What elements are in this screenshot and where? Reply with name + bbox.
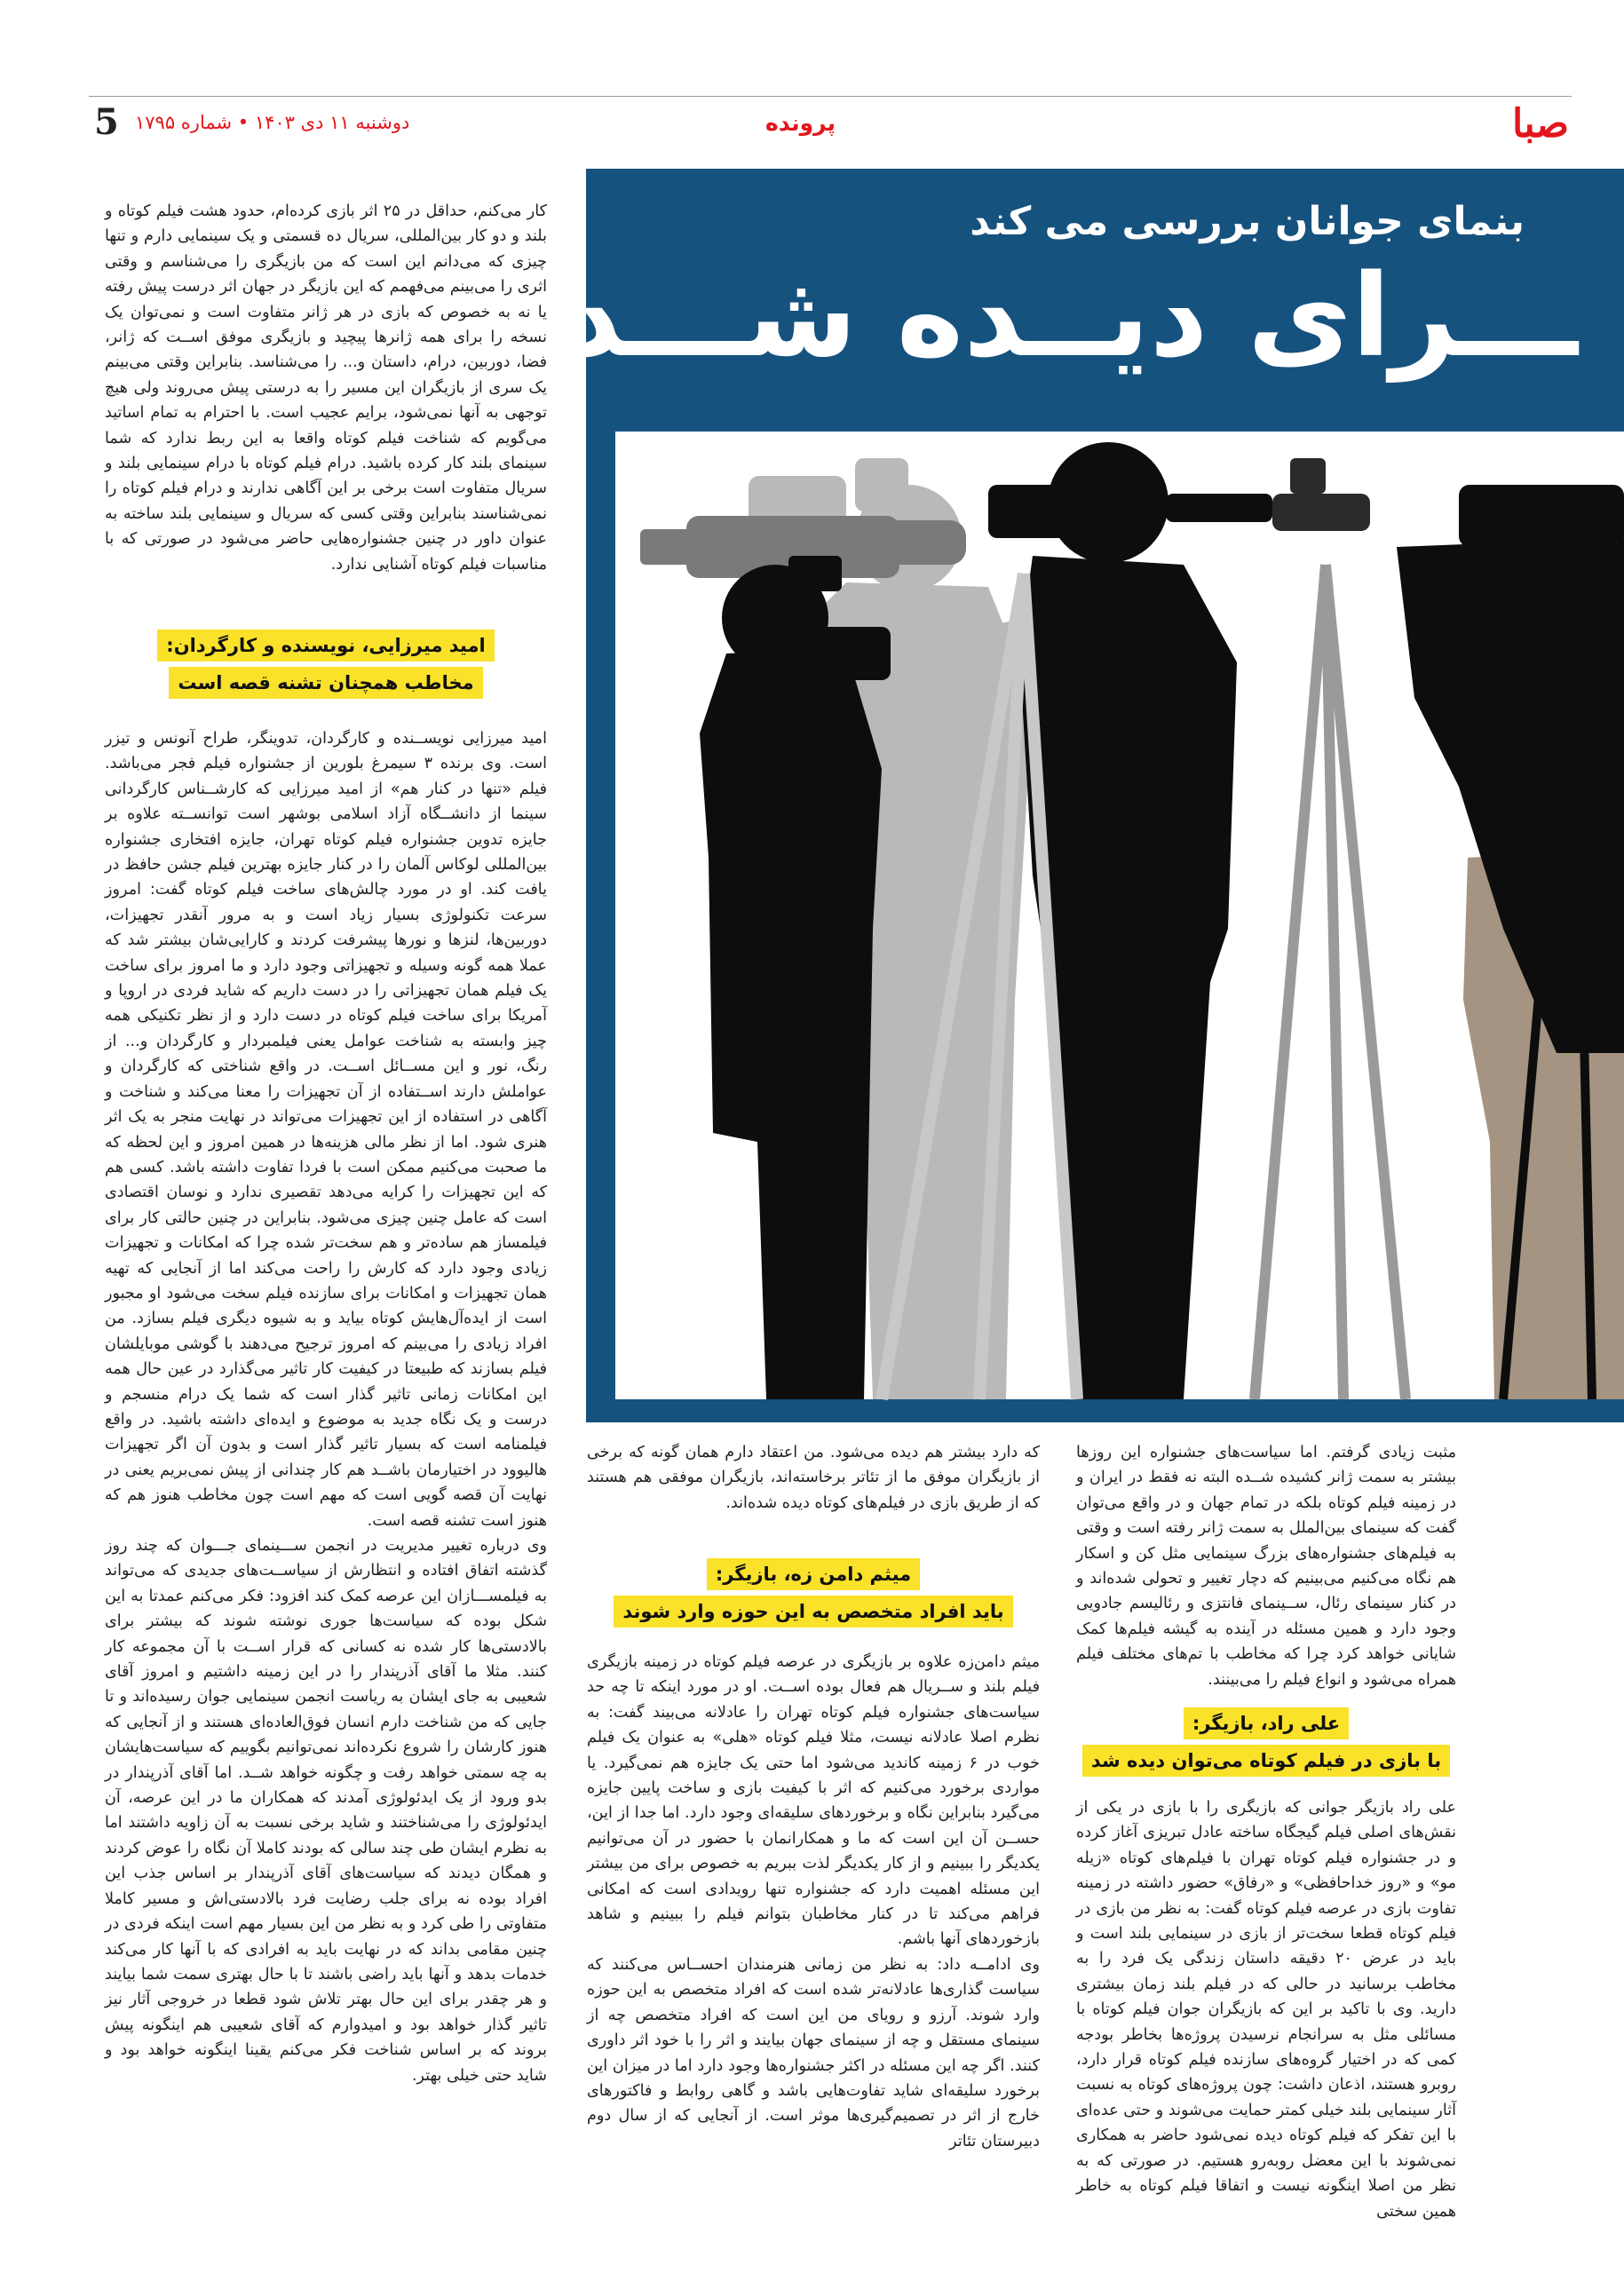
- article-column-left-cont: [105, 726, 547, 2088]
- subhead-quote: مخاطب همچنان تشنه قصه است: [169, 667, 482, 699]
- article-column-middle-cont: [587, 1650, 1040, 2154]
- feature-headline: ـــرای دیــده شـــدن: [465, 250, 1578, 383]
- subhead-quote: باید افراد متخصص به این حوزه وارد شوند: [614, 1596, 1012, 1628]
- subhead-name: امید میرزایی، نویسنده و کارگردان:: [157, 630, 494, 661]
- interview-subhead-mirzaei: [105, 627, 547, 701]
- article-paragraph: امید میرزایی نویســنده و کارگردان، تدوینگر، طراح آنونس و تیزر است. وی برنده ۳ سیمرغ بلورین از جشنواره فیلم فجر می‌باشد. فیلم «تنها در کنار هم» از امید میرزایی که کارشــناس کارگردانی سینما از دانشــگاه آزاد اسلامی بوشهر است توانســته علاوه بر جایزه تدوین جشنواره فیلم کوتاه تهران، جایزه افتخاری جشنواره بین‌المللی لوکاس آلمان را در کنار جایزه بهترین فیلم جشن حافظ در یافت کند. او در مورد چالش‌های ساخت فیلم کوتاه گفت: امروز سرعت تکنولوژی بسیار زیاد است و به مرور آنقدر تجهیزات، دوربین‌ها، لنزها و نورها پیشرفت کردند و کارایی‌شان بیشتر شد که عملا همه گونه وسیله و تجهیزاتی وجود دارد و ما امروز برای ساخت یک فیلم همان تجهیزاتی را در دست داریم که شاید فردی در اروپا و آمریکا برای ساخت فیلم کوتاه در دست دارد و از نظر تکنیکی همه چیز وابسته به شناخت عوامل یعنی فیلمبردار و کارگردان و... از رنگ، نور و این مســائل اســت. در واقع شناختی که کارگردان و عواملش دارند اســتفاده از آن تجهیزات را معنا می‌کند و شناخت و آگاهی در استفاده از این تجهیزات می‌تواند در نهایت منجر به یک اثر هنری شود. اما از نظر مالی هزینه‌ها در همین امروز و این لحظه که ما صحبت می‌کنیم ممکن است با فردا تفاوت داشته باشد. کسی هم که این تجهیزات را کرایه می‌دهد تقصیری ندارد و نوسان اقتصادی است که عامل چنین چیزی می‌شود. بنابراین در چنین حالتی کار برای فیلمساز هم ساده‌تر و هم سخت‌تر شده چرا که امکانات و تجهیزات زیادی وجود دارد که کارش را راحت می‌کند اما از آنجایی که تهیه همان تجهیزات و امکانات برای سازنده فیلم سخت می‌شود او مجبور است از ایده‌آل‌هایش کوتاه بیاید و به شیوه دیگری فیلم بسازد. من افراد زیادی را می‌بینم که امروز ترجیح می‌دهند با گوشی موبایلشان فیلم بسازند که طبیعتا در کیفیت کار تاثیر می‌گذارد در عین حال همه این امکانات زمانی تاثیر گذار است که شما یک درام منسجم و درست و یک نگاه جدید به موضوع و ایده‌ای داشته باشید. در واقع فیلمنامه است که بسیار تاثیر گذار است و بدون آن اگر تجهیزات هالیوود در اختیارمان باشــد هم کار چندانی از پیش نمی‌بریم یعنی در نهایت آن قصه گویی است که مهم است چون مخاطب هنوز هم که هنوز است تشنه قصه است.: [105, 730, 547, 1530]
- interview-subhead-rad: [1076, 1705, 1456, 1779]
- article-column-left: [105, 199, 547, 577]
- article-paragraph: که دارد بیشتر هم دیده می‌شود. من اعتقاد دارم همان گونه که برخی از بازیگران موفق ما از تئاتر برخاسته‌اند، بازیگران موفقی هم هستند که از طریق بازی در فیلم‌های کوتاه دیده شده‌اند.: [587, 1444, 1040, 1512]
- page-header: [0, 0, 1624, 169]
- interview-subhead-damanzeh: [587, 1556, 1040, 1630]
- feature-banner: [465, 169, 1624, 1422]
- article-column-right: [1076, 1440, 1456, 1692]
- article-paragraph: علی راد بازیگر جوانی که بازیگری را با بازی در یکی از نقش‌های اصلی فیلم گیجگاه ساخته عادل تبریزی آغاز کرده و در جشنواره فیلم کوتاه تهران با فیلم‌های کوتاه «زیله مو» و «روز خداحافظی» و «رفاق» حضور داشته در زمینه تفاوت بازی در عرصه فیلم کوتاه گفت: به نظر من بازی در فیلم کوتاه قطعا سخت‌تر از بازی در سینمایی بلند است و باید در عرض ۲۰ دقیقه داستان زندگی یک فرد را به مخاطب برسانید در حالی که در فیلم بلند زمان بیشتری دارید. وی با تاکید بر این که بازیگران جوان فیلم کوتاه با مسائلی مثل به سرانجام نرسیدن پروژه‌ها بخاطر بودجه کمی که در اختیار گروه‌های سازنده فیلم کوتاه قرار دارد، روبرو هستند، اذعان داشت: چون پروژه‌های کوتاه به نسبت آثار سینمایی بلند خیلی کمتر حمایت می‌شوند و حتی عده‌ای با این تفکر که فیلم کوتاه دیده نمی‌شود حاضر به همکاری نمی‌شوند با این معضل روبه‌رو هستیم. در صورتی که به نظر من اصلا اینگونه نیست و اتفاقا فیلم کوتاه به خاطر همین سختی: [1076, 1799, 1456, 2221]
- subhead-name: علی راد، بازیگر:: [1184, 1707, 1349, 1739]
- article-paragraph: میثم دامن‌زه علاوه بر بازیگری در عرصه فیلم کوتاه در زمینه بازیگری فیلم بلند و ســریال هم فعال بوده اســت. او در مورد اینکه تا چه حد سیاست‌های جشنواره فیلم کوتاه تهران را عادلانه می‌بیند گفت: به نظرم اصلا عادلانه نیست، مثلا فیلم کوتاه «هلی» به عنوان یک فیلم خوب در ۶ زمینه کاندید می‌شود اما حتی یک جایزه هم نمی‌گیرد. یا مواردی برخورد می‌کنیم که اثر با کیفیت بازی و ساخت پایین جایزه می‌گیرد بنابراین نگاه و برخوردهای سلیقه‌ای وجود دارد. اما جدا از این، حســن آن این است که ما و همکارانمان با حضور در آن می‌توانیم یکدیگر را ببینیم و از کار یکدیگر لذت ببریم به خصوص برای من بیشتر این مسئله اهمیت دارد که جشنواره تنها رویدادی است که امکانی فراهم می‌کند تا در کنار مخاطبان بتوانم فیلم را ببینیم و شاهد بازخوردهای آنها باشم.: [587, 1653, 1040, 1949]
- header-rule: [89, 96, 1572, 97]
- camera-crew-silhouette-illustration: [615, 432, 1624, 1399]
- article-paragraph: وی درباره تغییر مدیریت در انجمن ســـینمای جـــوان که چند روز گذشته اتفاق افتاده و انتظارش از سیاســت‌های جدیدی که می‌تواند به فیلمســـازان این عرصه کمک کند افزود: فکر می‌کنم عمدتا به این شکل بوده که سیاست‌ها جوری نوشته شوند که بیشتر برای بالادستی‌ها کار شده نه کسانی که قرار اســت با آن مجموعه کار کنند. مثلا ما آقای آذرپندار را در این زمینه داشتیم و امروز آقای شعیبی به جای ایشان به ریاست انجمن سینمایی جوان رسیده‌اند و تا جایی که من شناخت دارم انسان فوق‌العاده‌ای هستند و از آنجایی که هنوز کارشان را شروع نکرده‌اند نمی‌توانیم بگوییم که سیاست‌هایشان به چه سمتی خواهد رفت و چگونه خواهد شــد. اما آقای آذرپندار در بدو ورود از یک ایدئولوژی آمدند که همکاران ما در این عرصه، آن ایدئولوژی را می‌شناختند و شاید برخی نسبت به آن زاویه داشتند اما به نظرم ایشان طی چند سالی که بودند کاملا آن نگاه را عوض کردند و همگان دیدند که سیاست‌های آقای آذرپندار بر اساس جذب این افراد بوده نه برای جلب رضایت فرد بالادستی‌اش و مسیر کاملا متفاوتی را طی کرد و به نظر من این بسیار مهم است اینکه فردی در چنین مقامی بداند که در نهایت باید به افرادی که با آنها کار می‌کند خدمات بدهد و آنها باید راضی باشند تا با حال بهتری سمت شما بیایند و هر چقدر برای این حال بهتر تلاش شود قطعا در خروجی آثار نیز تاثیر گذار خواهد بود و امیدوارم که آقای شعیبی هم اینگونه پیش بروند که بر اساس شناخت فکر می‌کنم یقینا اینگونه خواهد بود و شاید حتی خیلی بهتر.: [105, 1537, 547, 2085]
- page-number: 5: [94, 101, 119, 143]
- subhead-quote: با بازی در فیلم کوتاه می‌توان دیده شد: [1082, 1745, 1450, 1777]
- article-paragraph: کار می‌کنم، حداقل در ۲۵ اثر بازی کرده‌ام، حدود هشت فیلم کوتاه و بلند و دو کار بین‌المللی، سریال ده قسمتی و یک سینمایی دارم و تنها چیزی که می‌دانم این است که من بازیگری را می‌شناسم و وقتی اثری را می‌بینم می‌فهمم که این بازیگر در جهان اثر درست پیش رفته یا نه به خصوص که بازی در هر ژانر متفاوت است و نمی‌توان یک نسخه را برای همه ژانرها پیچید و بازیگری موفق اســت که ژانر، فضا، دوربین، درام، داستان و... را می‌شناسد. بنابراین وقتی می‌بینم یک سری از بازیگران این مسیر را به درستی پیش می‌روند ولی هیچ توجهی به آنها نمی‌شود، برایم عجیب است. با احترام به تمام اساتید می‌گویم که شناخت فیلم کوتاه واقعا به این ربط ندارد که شما سینمای بلند کار کرده باشید. درام فیلم کوتاه با درام سینمایی بلند و سریال متفاوت است برخی بر این آگاهی ندارند و درام فیلم کوتاه را نمی‌شناسند بنابراین وقتی کسی که سریال و سینمایی بلند ساخته به عنوان داور در چنین جشنواره‌هایی حاضر می‌شود در صورتی که با مناسبات فیلم کوتاه آشنایی ندارد.: [105, 202, 548, 574]
- newspaper-logo: صبا: [1511, 101, 1569, 147]
- article-column-right-cont: [1076, 1795, 1456, 2224]
- article-paragraph: وی ادامــه داد: به نظر من زمانی هنرمندان احســاس می‌کنند که سیاست گذاری‌ها عادلانه‌تر شده است که افراد متخصص به این حوزه وارد شوند. آرزو و رویای من این است که افراد متخصص چه از سینمای مستقل و چه از سینمای جهان بیایند و اثر را با خود اثر داوری کنند. اگر چه این مسئله در اکثر جشنواره‌ها وجود دارد اما در میزان این برخورد سلیقه‌ای شاید تفاوت‌هایی باشد و گاهی روابط و فاکتورهای خارج از اثر در تصمیم‌گیری‌ها موثر است. از آنجایی که از سال دوم دبیرستان تئاتر: [587, 1955, 1040, 2150]
- feature-photo: [615, 432, 1624, 1399]
- article-paragraph: مثبت زیادی گرفتم. اما سیاست‌های جشنواره این روزها بیشتر به سمت ژانر کشیده شــده البته نه فقط در ایران و در زمینه فیلم کوتاه بلکه در تمام جهان و در واقع می‌توان گفت که سینمای بین‌الملل به سمت ژانر رفته است و وقتی به فیلم‌های جشنواره‌های بزرگ سینمایی مثل کن و اسکار هم نگاه می‌کنیم می‌بینیم که دچار تغییر و تحولی شده‌اند و در کنار سینمای رئال، ســینمای فانتزی و رئالیسم جادویی وجود دارد و همین مسئله در آینده به گیشه فیلم‌ها کمک شایانی خواهد کرد چرا که مخاطب با تم‌های مختلف فیلم همراه می‌شود و انواع فیلم را می‌بینند.: [1076, 1444, 1456, 1689]
- section-name: پرونده: [765, 110, 836, 136]
- article-column-middle: [587, 1440, 1040, 1516]
- issue-dateline: دوشنبه ۱۱ دی ۱۴۰۳ • شماره ۱۷۹۵: [135, 112, 410, 133]
- feature-kicker: بنمای جوانان بررسی می کند: [970, 199, 1525, 244]
- subhead-name: میثم دامن زه، بازیگر:: [707, 1558, 920, 1590]
